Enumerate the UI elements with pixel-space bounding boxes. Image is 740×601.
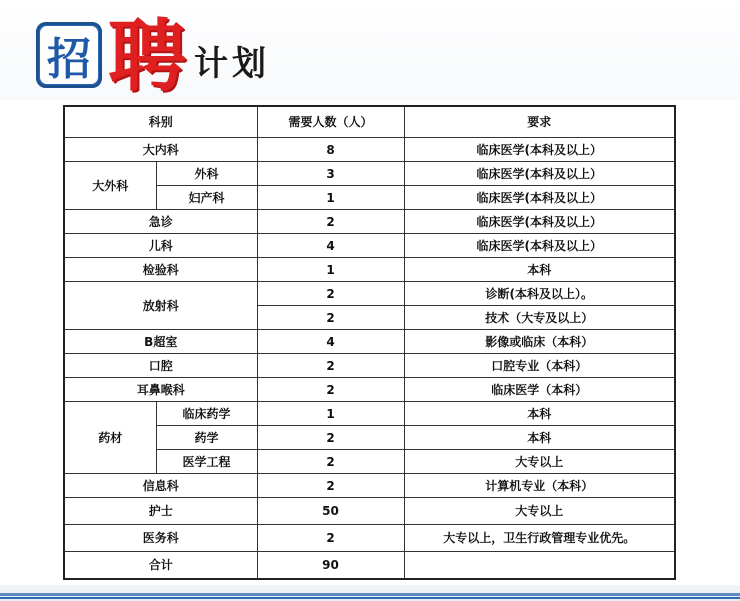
count-cell: 8 [257,138,404,162]
count-cell: 2 [257,450,404,474]
dept-cell: 大内科 [64,138,257,162]
requirement-cell: 本科 [404,258,675,282]
header-count: 需要人数（人） [257,106,404,138]
table-total-row [64,552,675,580]
subdept-cell: 医学工程 [156,450,257,474]
dept-cell: 口腔 [64,354,257,378]
dept-cell: 急诊 [64,210,257,234]
count-cell: 50 [257,498,404,525]
table-row [64,378,675,402]
count-cell: 1 [257,402,404,426]
table-row [64,138,675,162]
count-cell: 2 [257,378,404,402]
requirement-cell: 影像或临床（本科） [404,330,675,354]
table-row [64,498,675,525]
count-cell: 1 [257,186,404,210]
requirement-cell: 临床医学(本科及以上） [404,210,675,234]
requirement-cell: 本科 [404,426,675,450]
requirement-cell: 诊断(本科及以上）。 [404,282,675,306]
table-row [64,210,675,234]
header-requirement: 要求 [404,106,675,138]
title-rest: 计划 [194,44,270,84]
dept-cell: 药材 [64,402,156,474]
table-row [64,426,675,450]
table-header-row [64,106,675,138]
count-cell: 2 [257,354,404,378]
dept-cell: 信息科 [64,474,257,498]
requirement-cell: 本科 [404,402,675,426]
dept-cell: 放射科 [64,282,257,330]
requirement-cell: 临床医学(本科及以上） [404,138,675,162]
table-row [64,450,675,474]
requirement-cell: 临床医学(本科及以上） [404,234,675,258]
table-row [64,525,675,552]
table-row [64,282,675,306]
count-cell: 2 [257,282,404,306]
dept-cell: 耳鼻喉科 [64,378,257,402]
count-cell: 4 [257,330,404,354]
footer-line [0,593,740,596]
dept-cell: 医务科 [64,525,257,552]
table-row [64,162,675,186]
table-row [64,186,675,210]
table-row [64,330,675,354]
count-cell: 2 [257,525,404,552]
requirement-cell: 临床医学(本科及以上） [404,162,675,186]
dept-cell: 儿科 [64,234,257,258]
dept-cell: 大外科 [64,162,156,210]
total-count-cell: 90 [257,552,404,580]
total-label-cell: 合计 [64,552,257,580]
count-cell: 1 [257,258,404,282]
title-badge-char: 招 [40,26,98,84]
count-cell: 2 [257,426,404,450]
title-big-char: 聘 [107,12,184,102]
total-requirement-cell [404,552,675,580]
table-row [64,354,675,378]
count-cell: 2 [257,210,404,234]
dept-cell: 护士 [64,498,257,525]
requirement-cell: 临床医学(本科及以上） [404,186,675,210]
dept-cell: 检验科 [64,258,257,282]
count-cell: 4 [257,234,404,258]
table-row [64,474,675,498]
subdept-cell: 外科 [156,162,257,186]
requirement-cell: 临床医学（本科） [404,378,675,402]
requirement-cell: 大专以上，卫生行政管理专业优先。 [404,525,675,552]
table-row [64,258,675,282]
count-cell: 2 [257,474,404,498]
requirement-cell: 大专以上 [404,450,675,474]
table-row [64,402,675,426]
dept-cell: B超室 [64,330,257,354]
table-row [64,234,675,258]
title-badge [36,22,102,88]
count-cell: 3 [257,162,404,186]
subdept-cell: 药学 [156,426,257,450]
requirement-cell: 技术（大专及以上） [404,306,675,330]
requirement-cell: 大专以上 [404,498,675,525]
requirement-cell: 口腔专业（本科） [404,354,675,378]
subdept-cell: 妇产科 [156,186,257,210]
subdept-cell: 临床药学 [156,402,257,426]
footer-line-dark [0,597,740,599]
requirement-cell: 计算机专业（本科） [404,474,675,498]
header-department: 科别 [64,106,257,138]
count-cell: 2 [257,306,404,330]
recruitment-table [63,105,676,580]
